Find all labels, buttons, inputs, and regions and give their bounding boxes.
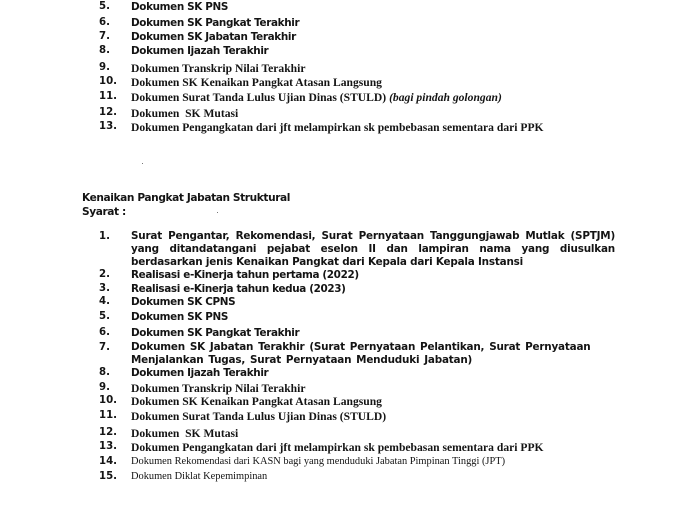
item-number: 9. [99,382,110,393]
item-text: Dokumen SK Jabatan Terakhir [131,31,296,43]
item-text: Dokumen Transkrip Nilai Terakhir [131,382,306,395]
item-number: 5. [99,1,110,12]
item-text: Realisasi e-Kinerja tahun kedua (2023) [131,283,346,295]
item-number: 12. [99,427,118,438]
item-number: 14. [99,456,118,467]
section-subtitle: Syarat : [82,206,126,218]
item-number: 1. [99,231,110,242]
item-number: 11. [99,91,118,102]
item-text: Dokumen Ijazah Terakhir [131,367,269,379]
item-number: 10. [99,76,118,87]
item-number: 3. [99,283,110,294]
item-number: 7. [99,31,110,42]
item-text: Dokumen Ijazah Terakhir [131,45,269,57]
item-text: Dokumen Pengangkatan dari jft melampirkan sk pembebasan sementara dari PPK [131,441,544,454]
item-text: Dokumen Surat Tanda Lulus Ujian Dinas (STULD) [131,410,387,423]
item-number: 4. [99,296,110,307]
item-text: Dokumen SK Mutasi [131,427,239,440]
item-number: 10. [99,395,118,406]
item-note: (bagi pindah golongan) [389,91,502,104]
item-text: Dokumen Pengangkatan dari jft melampirkan sk pembebasan sementara dari PPK [131,121,544,134]
item-number: 5. [99,311,110,322]
item-text: Dokumen SK Jabatan Terakhir (Surat Pernyataan Pelantikan, Surat Pernyataan Menjalankan Tugas, Surat Pernyataan Menduduki Jabatan) [131,341,591,367]
item-number: 9. [99,62,110,73]
item-number: 13. [99,121,118,132]
item-text: Dokumen SK Kenaikan Pangkat Atasan Langsung [131,76,382,89]
item-text: Dokumen SK PNS [131,311,229,323]
item-number: 11. [99,410,118,421]
item-text: Dokumen SK CPNS [131,296,236,308]
item-text: Dokumen Transkrip Nilai Terakhir [131,62,306,75]
item-number: 7. [99,342,110,353]
item-number: 6. [99,327,110,338]
scan-speck [217,212,218,213]
item-number: 15. [99,471,118,482]
item-number: 8. [99,367,110,378]
item-number: 13. [99,441,118,452]
item-number: 12. [99,107,118,118]
item-number: 8. [99,45,110,56]
item-text: Dokumen SK Pangkat Terakhir [131,17,300,29]
item-text: Dokumen SK Pangkat Terakhir [131,327,300,339]
scan-speck [142,163,143,164]
item-text: Dokumen Rekomendasi dari KASN bagi yang menduduki Jabatan Pimpinan Tinggi (JPT) [131,456,506,467]
item-text: Dokumen SK Kenaikan Pangkat Atasan Langsung [131,395,382,408]
item-text: Surat Pengantar, Rekomendasi, Surat Pernyataan Tanggungjawab Mutlak (SPTJM) yang ditandatangani pejabat eselon II dan lampiran nama yang diusulkan berdasarkan jenis Kenaikan Pangkat dari Kepala dari Kepala Instansi [131,230,615,269]
item-number: 6. [99,17,110,28]
section-title: Kenaikan Pangkat Jabatan Struktural [82,192,291,204]
item-text-wrapper [131,91,502,104]
item-text: Dokumen SK Mutasi [131,107,239,120]
item-text: Realisasi e-Kinerja tahun pertama (2022) [131,269,359,281]
item-text: Dokumen Surat Tanda Lulus Ujian Dinas (STULD) [131,91,387,104]
item-text: Dokumen SK PNS [131,1,229,13]
item-text: Dokumen Diklat Kepemimpinan [131,471,268,482]
item-number: 2. [99,269,110,280]
